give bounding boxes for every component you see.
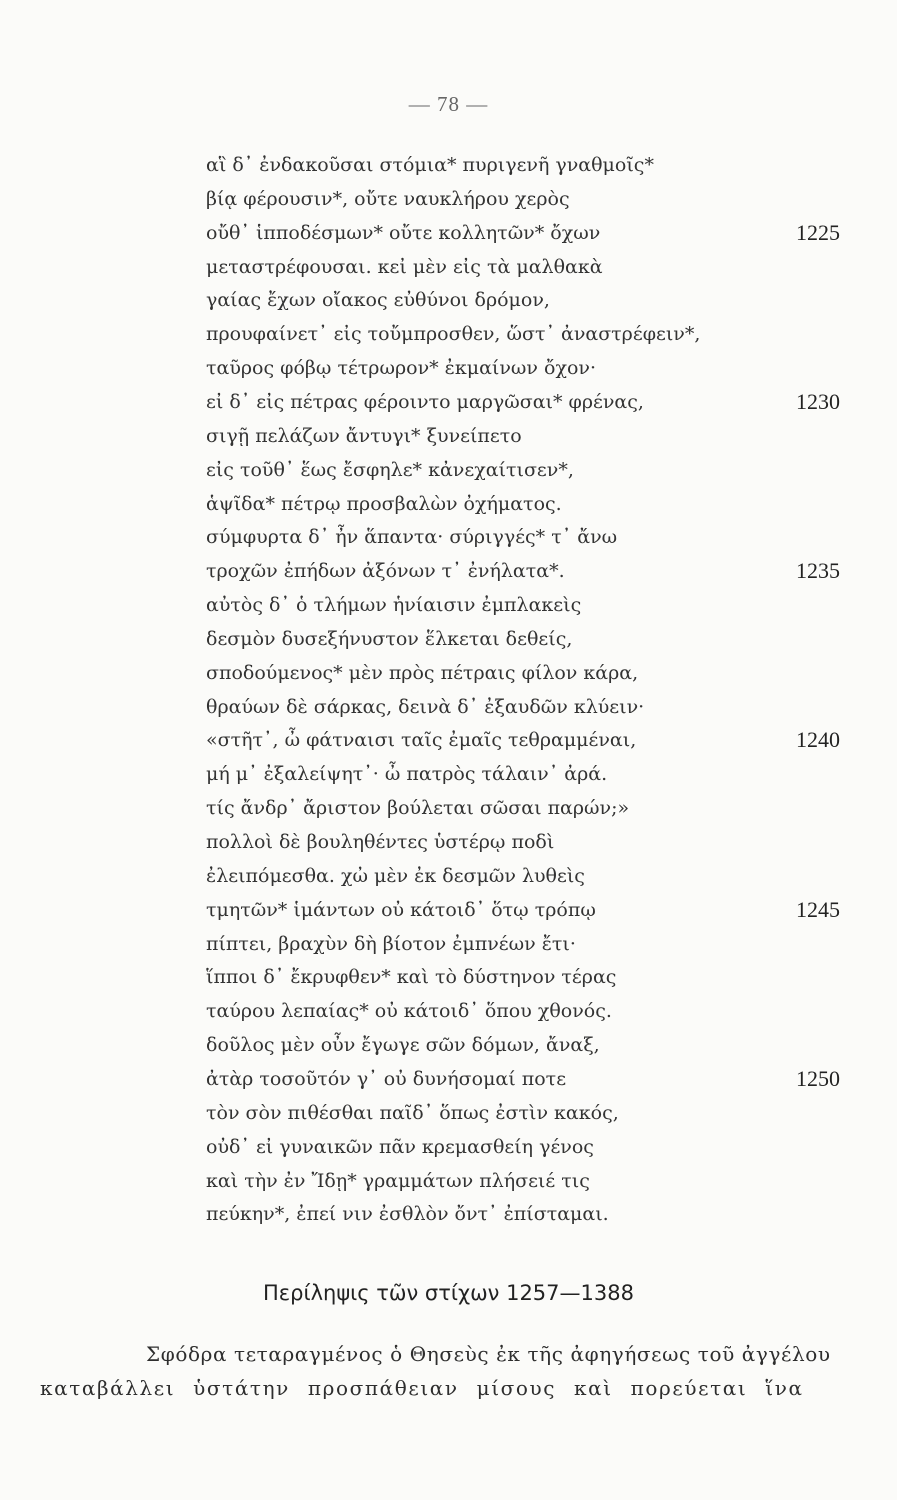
verse-line: ἐλειπόμεσθα. χὠ μὲν ἐκ δεσμῶν λυθεὶς [206,864,585,887]
verse-line: γαίας ἔχων οἴακος εὐθύνοι δρόμον, [206,289,550,312]
verse-line: ἵπποι δ᾽ ἔκρυφθεν* καὶ τὸ δύστηνον τέρας [206,966,617,989]
verse-line: πολλοὶ δὲ βουληθέντες ὑστέρῳ ποδὶ [206,831,555,853]
verse-line: ἀτὰρ τοσοῦτόν γ᾽ οὐ δυνήσομαί ποτε [206,1067,567,1090]
verse-line: αἳ δ᾽ ἐνδακοῦσαι στόμια* πυριγενῆ γναθμοῖς* [206,154,654,176]
line-number: 1240 [796,727,840,753]
verse-line: εἰς τοῦθ᾽ ἕως ἔσφηλε* κἀνεχαίτισεν*, [206,458,574,481]
verse-line: τὸν σὸν πιθέσθαι παῖδ᾽ ὅπως ἐστὶν κακός, [206,1101,619,1124]
verse-line: ταῦρος φόβῳ τέτρωρον* ἐκμαίνων ὄχον· [206,357,596,380]
line-number: 1225 [796,219,840,245]
verse-line: πίπτει, βραχὺν δὴ βίοτον ἐμπνέων ἔτι· [206,932,576,955]
line-number: 1245 [796,896,840,922]
verse-line: τροχῶν ἐπήδων ἀξόνων τ᾽ ἐνήλατα*. [206,560,565,583]
verse-line: μή μ᾽ ἐξαλείψητ᾽· ὦ πατρὸς τάλαιν᾽ ἀρά. [206,763,608,786]
verse-line: μεταστρέφουσαι. κεἰ μὲν εἰς τὰ μαλθακὰ [206,255,603,278]
page-number: — 78 — [408,92,489,116]
verse-line: προυφαίνετ᾽ εἰς τοὔμπροσθεν, ὥστ᾽ ἀναστρέφειν*, [206,323,701,346]
verse-line: εἰ δ᾽ εἰς πέτρας φέροιντο μαργῶσαι* φρένας, [206,390,644,413]
line-number: 1235 [796,558,840,584]
verse-line: οὔθ᾽ ἱπποδέσμων* οὔτε κολλητῶν* ὄχων [206,221,601,244]
verse-line: δοῦλος μὲν οὖν ἔγωγε σῶν δόμων, ἄναξ, [206,1034,600,1057]
verse-line: «στῆτ᾽, ὦ φάτναισι ταῖς ἐμαῖς τεθραμμέναι, [206,729,637,752]
verse-line: δεσμὸν δυσεξήνυστον ἕλκεται δεθείς, [206,627,573,650]
verse-line: σύμφυρτα δ᾽ ἦν ἅπαντα· σύριγγές* τ᾽ ἄνω [206,526,618,549]
summary-line: καταβάλλει ὑστάτην προσπάθειαν μίσους καὶ πορεύεται ἵνα [40,1376,804,1400]
verse-line: πεύκην*, ἐπεί νιν ἐσθλὸν ὄντ᾽ ἐπίσταμαι. [206,1203,609,1226]
verse-line: ταύρου λεπαίας* οὐ κάτοιδ᾽ ὅπου χθονός. [206,1000,612,1023]
line-number: 1250 [796,1065,840,1091]
verse-line: αὐτὸς δ᾽ ὁ τλήμων ἡνίαισιν ἐμπλακεὶς [206,594,582,617]
verse-line: οὐδ᾽ εἰ γυναικῶν πᾶν κρεμασθείη γένος [206,1135,594,1158]
verse-line: σποδούμενος* μὲν πρὸς πέτραις φίλον κάρα, [206,661,639,684]
summary-line: Σφόδρα τεταραγμένος ὁ Θησεὺς ἐκ τῆς ἀφηγήσεως τοῦ ἀγγέλου [146,1342,831,1366]
summary-heading: Περίληψις τῶν στίχων 1257—1388 [263,1281,634,1305]
verse-line: καὶ τὴν ἐν Ἴδῃ* γραμμάτων πλήσειέ τις [206,1169,590,1192]
line-number: 1230 [796,388,840,414]
verse-line: τμητῶν* ἱμάντων οὐ κάτοιδ᾽ ὅτῳ τρόπῳ [206,898,596,921]
verse-line: ἁψῖδα* πέτρῳ προσβαλὼν ὀχήματος. [206,492,562,515]
verse-line: θραύων δὲ σάρκας, δεινὰ δ᾽ ἐξαυδῶν κλύειν· [206,695,645,718]
verse-line: σιγῇ πελάζων ἄντυγι* ξυνείπετο [206,424,522,447]
verse-line: βίᾳ φέρουσιν*, οὔτε ναυκλήρου χερὸς [206,187,570,210]
verse-line: τίς ἄνδρ᾽ ἄριστον βούλεται σῶσαι παρών;» [206,797,630,820]
